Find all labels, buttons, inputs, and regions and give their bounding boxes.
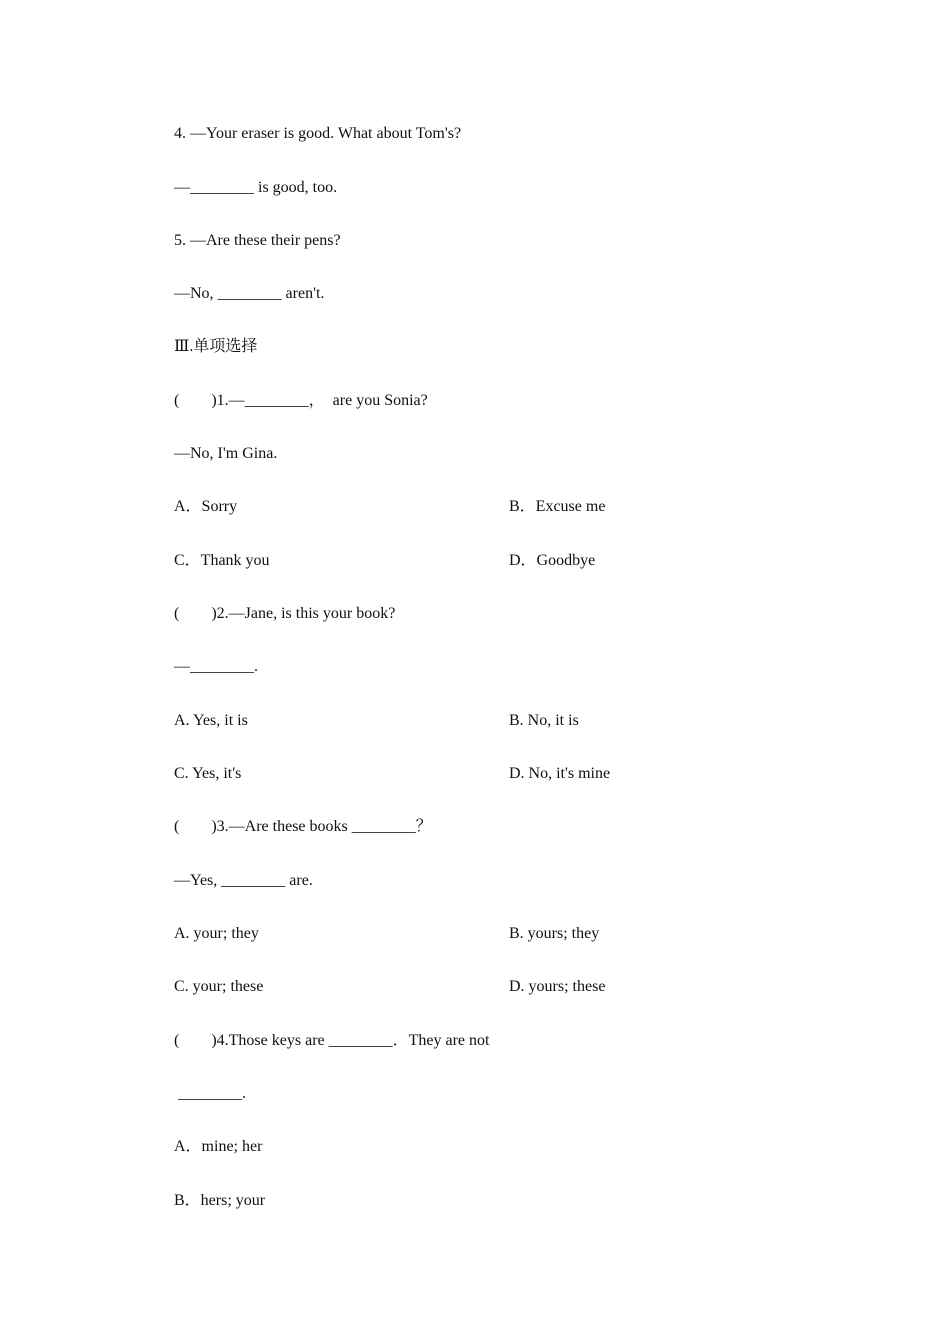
mc1-question: ( )1.—________， are you Sonia? — [174, 392, 428, 409]
mc4-option-a: A．mine; her — [174, 1138, 263, 1155]
q5-question: 5. —Are these their pens? — [174, 232, 341, 249]
mc1-option-d: D．Goodbye — [509, 552, 596, 569]
q4-answer: —________ is good, too. — [174, 179, 338, 196]
mc2-answer: —________. — [174, 658, 258, 675]
mc3-option-b: B. yours; they — [509, 925, 600, 942]
mc2-question: ( )2.—Jane, is this your book? — [174, 605, 396, 622]
mc2-option-d: D. No, it's mine — [509, 765, 611, 782]
q5-answer: —No, ________ aren't. — [174, 285, 325, 302]
mc1-option-a: A．Sorry — [174, 498, 238, 515]
mc3-option-d: D. yours; these — [509, 978, 606, 995]
mc4-question: ( )4.Those keys are ________．They are not — [174, 1032, 490, 1049]
section-heading: Ⅲ.单项选择 — [174, 338, 258, 355]
mc3-question: ( )3.—Are these books ________？ — [174, 818, 432, 835]
mc3-option-a: A. your; they — [174, 925, 259, 942]
mc1-option-b: B．Excuse me — [509, 498, 606, 515]
mc3-answer: —Yes, ________ are. — [174, 872, 313, 889]
mc1-option-c: C．Thank you — [174, 552, 270, 569]
mc2-option-c: C. Yes, it's — [174, 765, 242, 782]
mc4-question-continuation: ________. — [174, 1085, 246, 1102]
q4-question: 4. —Your eraser is good. What about Tom's? — [174, 125, 462, 142]
mc2-option-a: A. Yes, it is — [174, 712, 248, 729]
mc1-answer: —No, I'm Gina. — [174, 445, 278, 462]
mc2-option-b: B. No, it is — [509, 712, 579, 729]
mc4-option-b: B．hers; your — [174, 1192, 266, 1209]
mc3-option-c: C. your; these — [174, 978, 264, 995]
